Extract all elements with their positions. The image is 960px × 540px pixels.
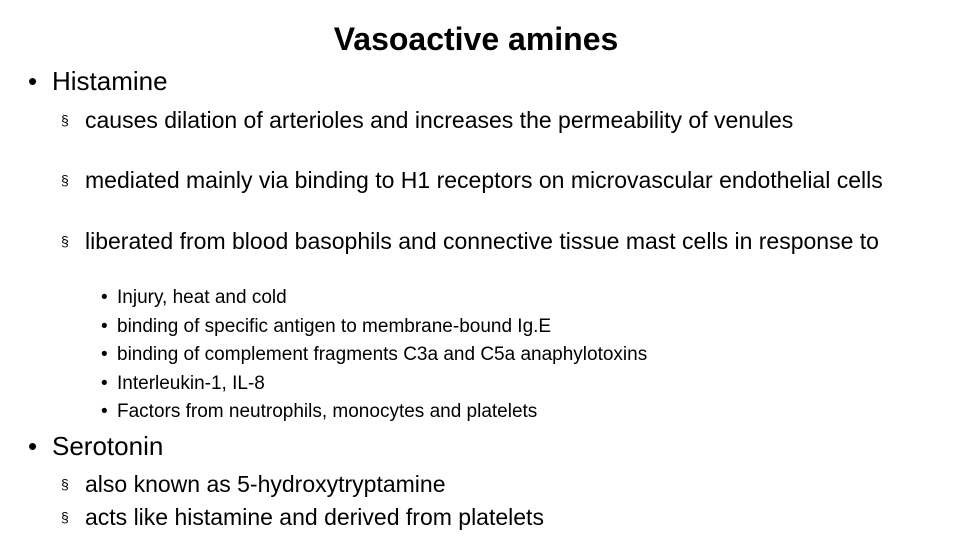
bullet-mark: § xyxy=(61,112,69,128)
histamine-trigger-3 xyxy=(101,341,647,370)
histamine-point-2 xyxy=(61,167,941,194)
bullet-mark: • xyxy=(101,344,108,366)
bullet-mark: • xyxy=(28,66,38,96)
serotonin-point-1-text: also known as 5-hydroxytryptamine xyxy=(85,471,446,497)
bullet-mark: § xyxy=(61,172,69,188)
histamine-point-1-text: causes dilation of arterioles and increases the permeability of venules xyxy=(85,107,794,133)
bullet-mark: • xyxy=(101,372,108,394)
histamine-trigger-1 xyxy=(101,284,287,313)
histamine-trigger-3-text: binding of complement fragments C3a and C5a anaphylotoxins xyxy=(117,344,648,366)
histamine-point-3-text: liberated from blood basophils and connective tissue mast cells in response to xyxy=(85,228,879,254)
bullet-mark: • xyxy=(101,287,108,308)
slide-title: Vasoactive amines xyxy=(333,21,619,57)
histamine-trigger-5 xyxy=(101,398,537,427)
histamine-trigger-2-text: binding of specific antigen to membrane-bound Ig.E xyxy=(117,315,552,337)
histamine-trigger-5-text: Factors from neutrophils, monocytes and platelets xyxy=(117,401,538,423)
histamine-trigger-4-text: Interleukin-1, IL-8 xyxy=(117,372,265,394)
heading-serotonin xyxy=(28,431,163,461)
histamine-point-2-text: mediated mainly via binding to H1 receptors on microvascular endothelial cells xyxy=(85,167,883,193)
histamine-point-3 xyxy=(61,228,941,255)
bullet-mark: § xyxy=(61,476,69,492)
heading-serotonin-text: Serotonin xyxy=(52,431,164,461)
serotonin-point-1 xyxy=(61,471,941,498)
bullet-mark: • xyxy=(101,315,108,337)
bullet-mark: § xyxy=(61,233,69,249)
bullet-mark: § xyxy=(61,509,69,525)
heading-histamine-text: Histamine xyxy=(52,66,168,96)
serotonin-point-2-text: acts like histamine and derived from platelets xyxy=(85,504,544,530)
bullet-mark: • xyxy=(101,401,108,423)
bullet-mark: • xyxy=(28,431,38,461)
histamine-point-1 xyxy=(61,107,941,134)
histamine-trigger-4 xyxy=(101,370,265,399)
serotonin-point-2 xyxy=(61,504,941,531)
histamine-trigger-1-text: Injury, heat and cold xyxy=(117,287,287,308)
histamine-trigger-2 xyxy=(101,313,551,342)
heading-histamine xyxy=(28,66,168,96)
